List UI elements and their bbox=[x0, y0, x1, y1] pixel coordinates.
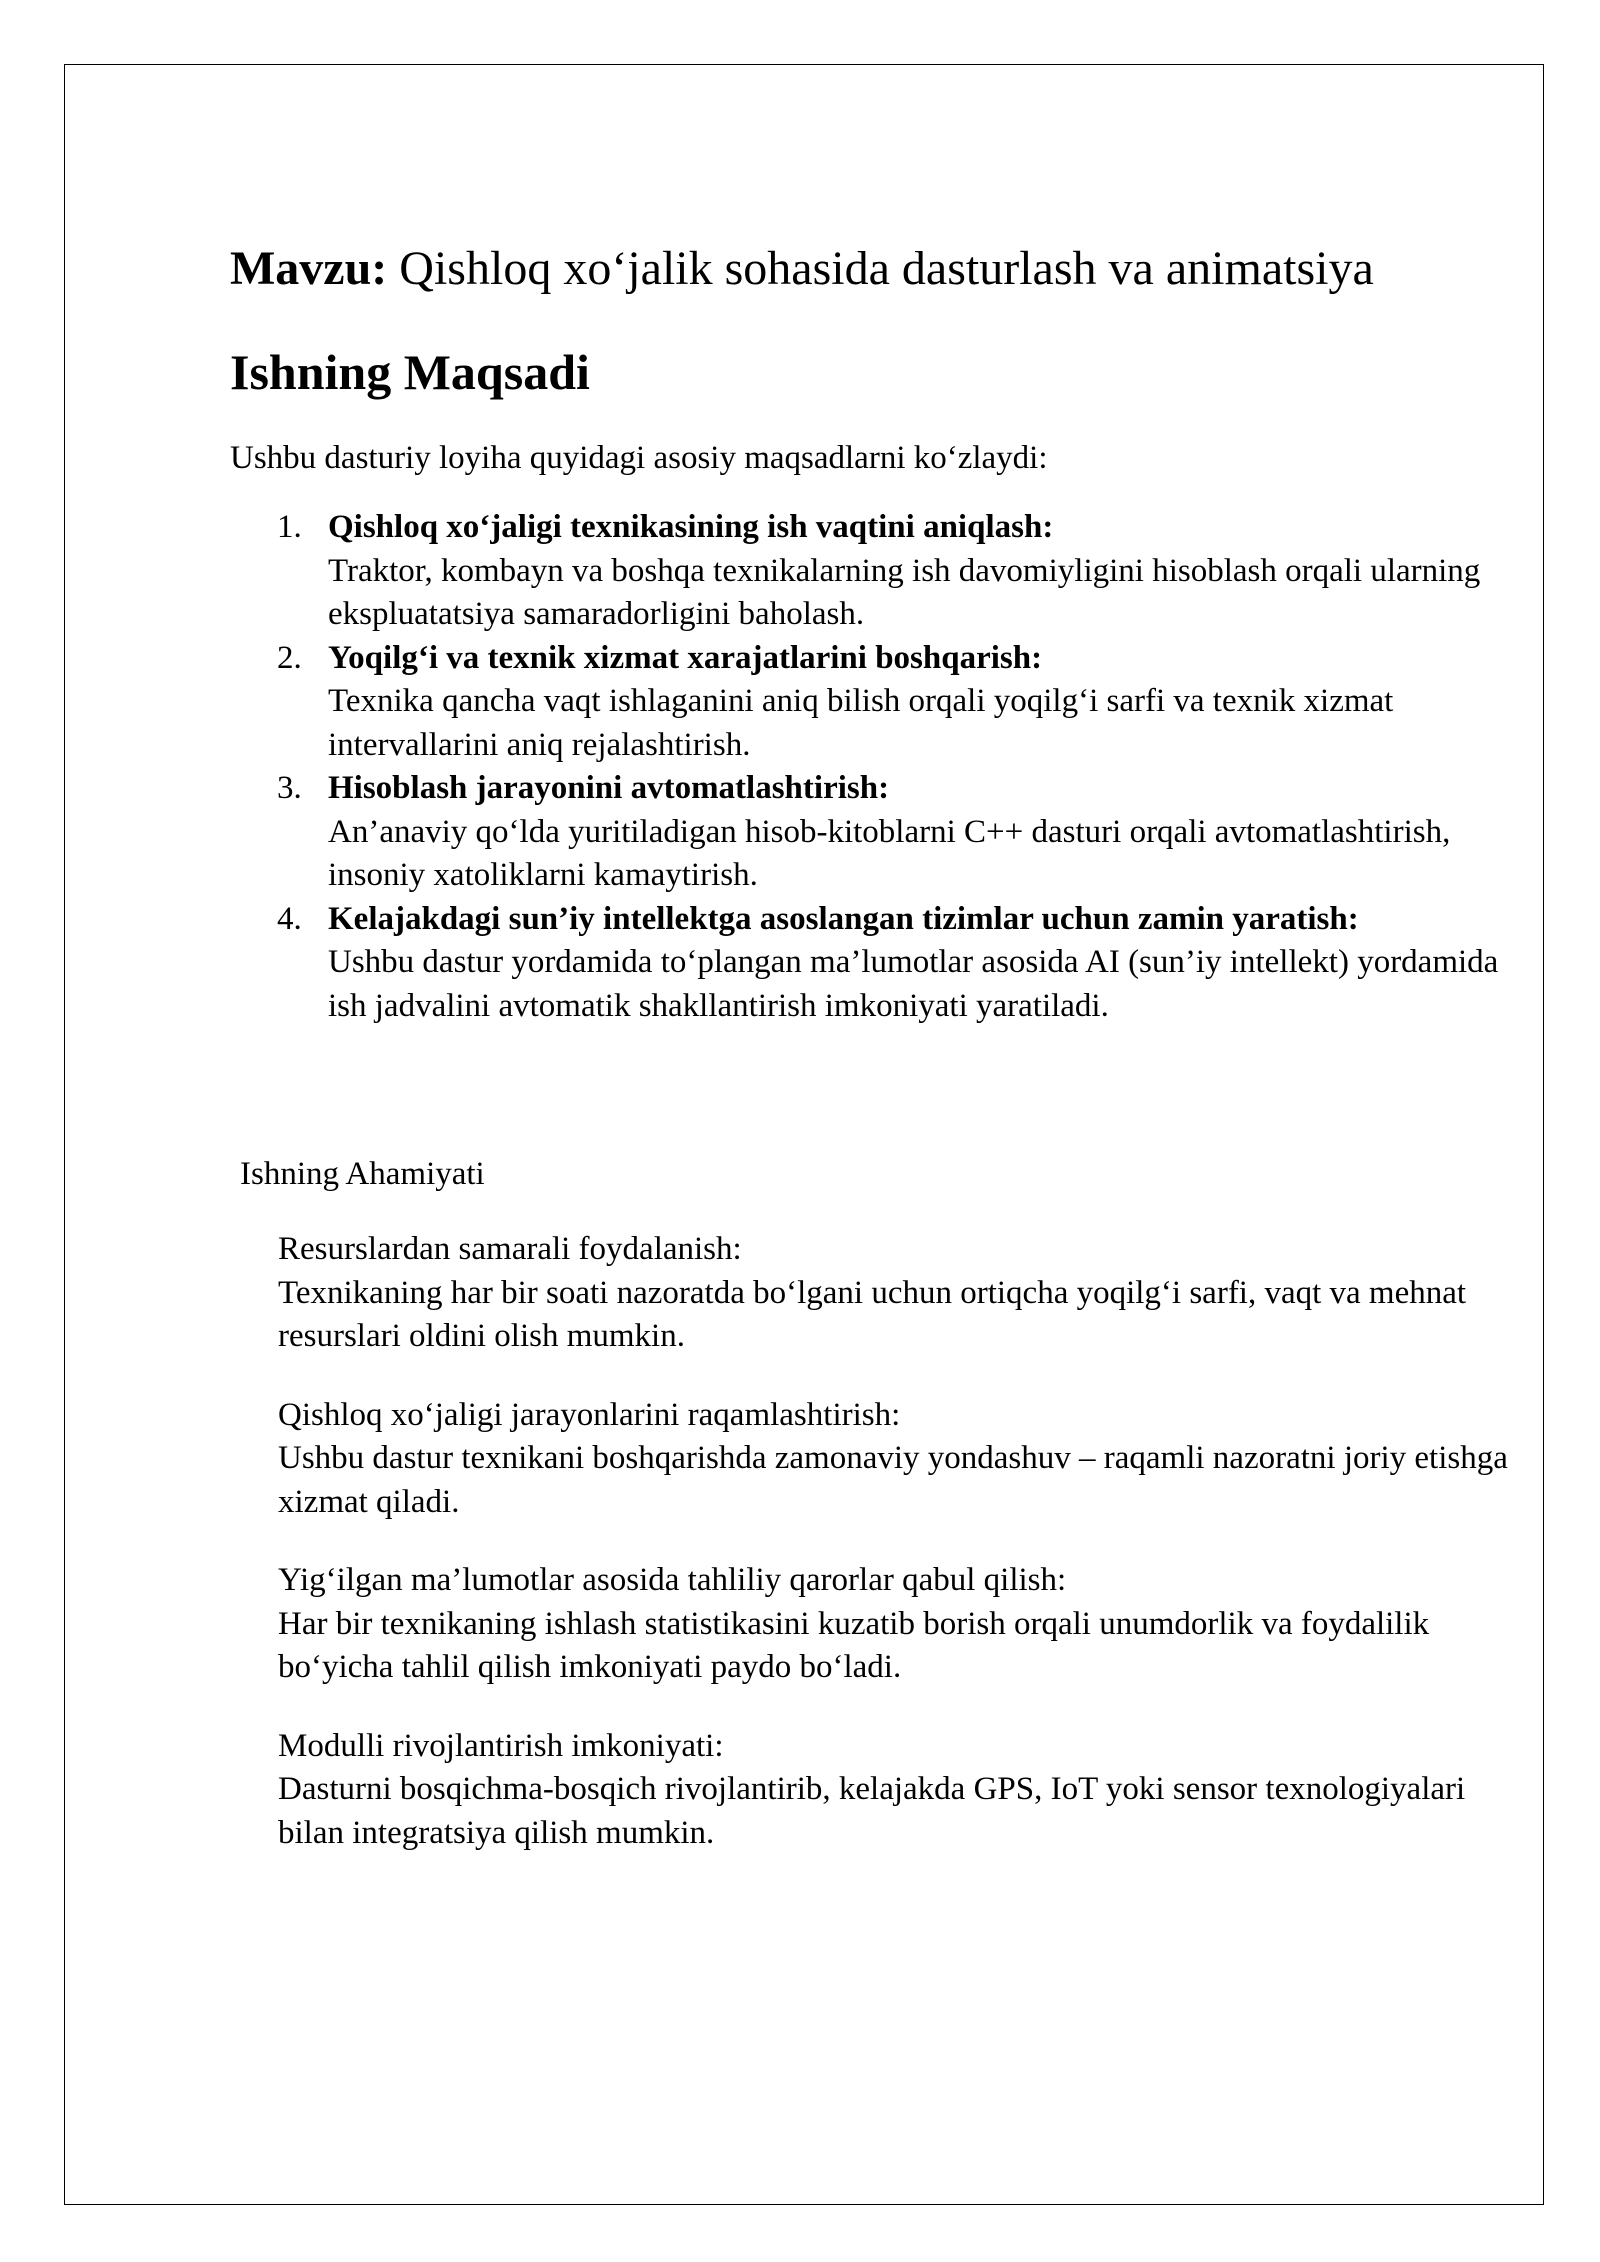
goal-title: Yoqilg‘i va texnik xizmat xarajatlarini boshqarish: bbox=[328, 639, 1043, 676]
goal-title: Hisoblash jarayonini avtomatlashtirish: bbox=[328, 770, 890, 806]
goal-description: Texnika qancha vaqt ishlaganini aniq bilish orqali yoqilg‘i sarfi va texnik xizmat intervallarini aniq rejalashtirish. bbox=[328, 683, 1394, 763]
goal-title: Qishloq xo‘jaligi texnikasining ish vaqtini aniqlash: bbox=[328, 509, 1054, 545]
goal-item bbox=[230, 898, 1510, 1029]
topic-text: Qishloq xo‘jalik sohasida dasturlash va animatsiya bbox=[387, 242, 1374, 295]
goal-title: Kelajakdagi sun’iy intellektga asoslangan tizimlar uchun zamin yaratish: bbox=[328, 900, 1359, 937]
goal-number: 2. bbox=[277, 639, 302, 676]
goal-number: 4. bbox=[277, 900, 302, 937]
topic-label: Mavzu: bbox=[230, 242, 388, 295]
topic-line bbox=[230, 238, 1510, 300]
goal-item bbox=[230, 506, 1510, 637]
importance-title: Yig‘ilgan ma’lumotlar asosida tahliliy qarorlar qabul qilish: bbox=[278, 1562, 1067, 1598]
importance-description: Texnikaning har bir soati nazoratda bo‘lgani uchun ortiqcha yoqilg‘i sarfi, vaqt va mehnat resurslari oldini olish mumkin. bbox=[278, 1274, 1467, 1354]
importance-description: Har bir texnikaning ishlash statistikasini kuzatib borish orqali unumdorlik va foydalilik bo‘yicha tahlil qilish imkoniyati paydo bo‘ladi. bbox=[278, 1605, 1430, 1685]
goal-description: Ushbu dastur yordamida to‘plangan ma’lumotlar asosida AI (sun’iy intellekt) yordamida ish jadvalini avtomatik shakllantirish imkoniyati yaratiladi. bbox=[328, 944, 1499, 1024]
goal-description: An’anaviy qo‘lda yuritiladigan hisob-kitoblarni C++ dasturi orqali avtomatlashtirish, insoniy xatoliklarni kamaytirish. bbox=[328, 813, 1451, 893]
importance-item bbox=[278, 1228, 1510, 1359]
importance-description: Ushbu dastur texnikani boshqarishda zamonaviy yondashuv – raqamli nazoratni joriy etishga xizmat qiladi. bbox=[278, 1440, 1508, 1520]
importance-item bbox=[278, 1725, 1510, 1856]
goal-number: 1. bbox=[277, 509, 302, 545]
goals-intro: Ushbu dasturiy loyiha quyidagi asosiy maqsadlarni ko‘zlaydi: bbox=[230, 440, 1048, 476]
importance-description: Dasturni bosqichma-bosqich rivojlantirib, kelajakda GPS, IoT yoki sensor texnologiyalari bilan integratsiya qilish mumkin. bbox=[278, 1771, 1466, 1851]
goals-list bbox=[230, 506, 1510, 1028]
importance-item bbox=[278, 1559, 1510, 1690]
goal-number: 3. bbox=[277, 770, 302, 806]
goal-description: Traktor, kombayn va boshqa texnikalarning ish davomiyligini hisoblash orqali ularning ekspluatatsiya samaradorligini baholash. bbox=[328, 552, 1481, 632]
goals-heading: Ishning Maqsadi bbox=[230, 344, 590, 400]
importance-title: Resurslardan samarali foydalanish: bbox=[278, 1231, 742, 1267]
goal-item bbox=[230, 637, 1510, 768]
document-content bbox=[230, 238, 1510, 1890]
importance-title: Modulli rivojlantirish imkoniyati: bbox=[278, 1727, 724, 1764]
goal-item bbox=[230, 767, 1510, 898]
importance-item bbox=[278, 1394, 1510, 1525]
importance-heading: Ishning Ahamiyati bbox=[240, 1156, 485, 1192]
importance-title: Qishloq xo‘jaligi jarayonlarini raqamlashtirish: bbox=[278, 1396, 901, 1433]
importance-list bbox=[278, 1228, 1510, 1855]
